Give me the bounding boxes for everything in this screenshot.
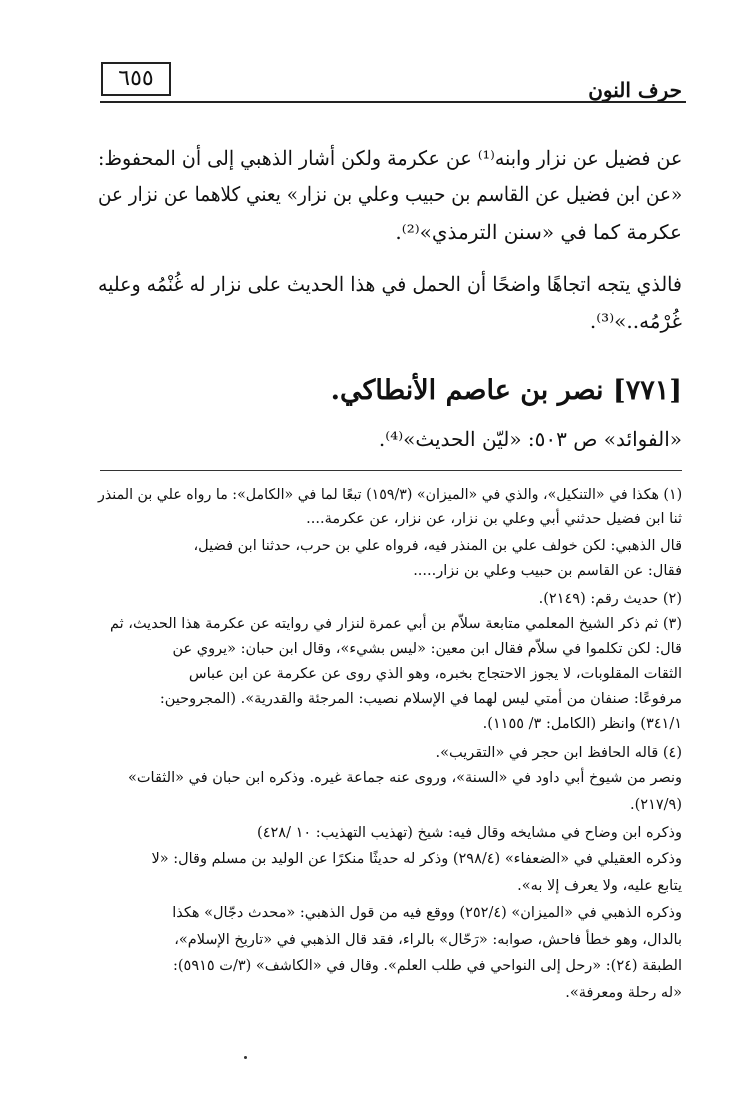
body-line: «عن ابن فضيل عن القاسم بن حبيب وعلي بن نزار» يعني كلاهما عن نزار عن [97, 182, 682, 206]
body-line: عن فضيل عن نزار وابنه⁽¹⁾ عن عكرمة ولكن أشار الذهبي إلى أن المحفوظ: [97, 146, 682, 170]
chapter-title: حرف النون [588, 78, 682, 102]
footnote-line: بالدال، وهو خطأ فاحش، صوابه: «رَحّال» بالراء، فقد قال الذهبي في «تاريخ الإسلام»، [174, 932, 682, 948]
footnote-line: فقال: عن القاسم بن حبيب وعلي بن نزار..... [413, 563, 682, 579]
footnote-line: ٣٤١/١) وانظر (الكامل: ٣/ ١١٥٥). [482, 716, 682, 732]
footnote-line: وذكره الذهبي في «الميزان» (٢٥٢/٤) ووقع فيه من قول الذهبي: «محدث دجّال» هكذا [172, 905, 682, 921]
footnote-line: الثقات المقلوبات، لا يجوز الاحتجاج بخبره، وهو الذي روى عن عكرمة عن ابن عباس [188, 666, 682, 682]
footnote-line: (٣) ثم ذكر الشيخ المعلمي متابعة سلاّم بن أبي عمرة لنزار في روايته عن عكرمة هذا الحديث، ثم [109, 616, 682, 632]
footnote-line: مرفوعًا: صنفان من أمتي ليس لهما في الإسلام نصيب: المرجئة والقدرية». (المجروحين: [159, 691, 682, 707]
body-line: غُرْمُه..»⁽³⁾. [589, 309, 682, 333]
page-number-box [101, 62, 171, 96]
entry-heading: [٧٧١] نصر بن عاصم الأنطاكي. [330, 375, 682, 406]
footnote-line: وذكره العقيلي في «الضعفاء» (٢٩٨/٤) وذكر له حديثًا منكرًا عن الوليد بن مسلم وقال: «لا [151, 851, 682, 867]
footnote-line: يتابع عليه، ولا يعرف إلا به». [517, 878, 682, 894]
footnote-line: «له رحلة ومعرفة». [565, 985, 682, 1001]
footnote-line: ونصر من شيوخ أبي داود في «السنة»، وروى عنه جماعة غيره. وذكره ابن حبان في «الثقات» [128, 770, 682, 786]
footnote-rule [100, 470, 682, 471]
footnote-line: قال الذهبي: لكن خولف علي بن المنذر فيه، فرواه علي بن حرب، حدثنا ابن فضيل، [193, 538, 682, 554]
header-rule [100, 101, 686, 103]
footnote-line: (٢١٧/٩). [630, 797, 682, 813]
scan-speck [244, 1056, 247, 1059]
page-number: ٦٥٥ [118, 66, 154, 91]
footnote-line: الطبقة (٢٤): «رحل إلى النواحي في طلب العلم». وقال في «الكاشف» (٣/ت ٥٩١٥): [172, 958, 682, 974]
entry-source-line: «الفوائد» ص ٥٠٣: «ليّن الحديث»⁽⁴⁾. [378, 427, 682, 451]
body-line: عكرمة كما في «سنن الترمذي»⁽²⁾. [395, 220, 682, 244]
footnote-line: قال: لكن تكلموا في سلاّم فقال ابن معين: «ليس بشيء»، وقال ابن حبان: «يروي عن [172, 641, 682, 657]
footnote-line: (٤) قاله الحافظ ابن حجر في «التقريب». [435, 745, 682, 761]
body-line: فالذي يتجه اتجاهًا واضحًا أن الحمل في هذا الحديث على نزار له غُنْمُه وعليه [98, 272, 682, 296]
footnote-line: (٢) حديث رقم: (٢١٤٩). [538, 591, 682, 607]
footnote-line: ثنا ابن فضيل حدثني أبي وعلي بن نزار، عن نزار، عن عكرمة.... [306, 511, 682, 527]
footnote-line: وذكره ابن وضاح في مشايخه وقال فيه: شيخ (تهذيب التهذيب: ١٠ /٤٢٨) [257, 825, 682, 841]
footnote-line: (١) هكذا في «التنكيل»، والذي في «الميزان» (١٥٩/٣) تبعًا لما في «الكامل»: ما رواه علي بن المنذر [97, 487, 682, 503]
